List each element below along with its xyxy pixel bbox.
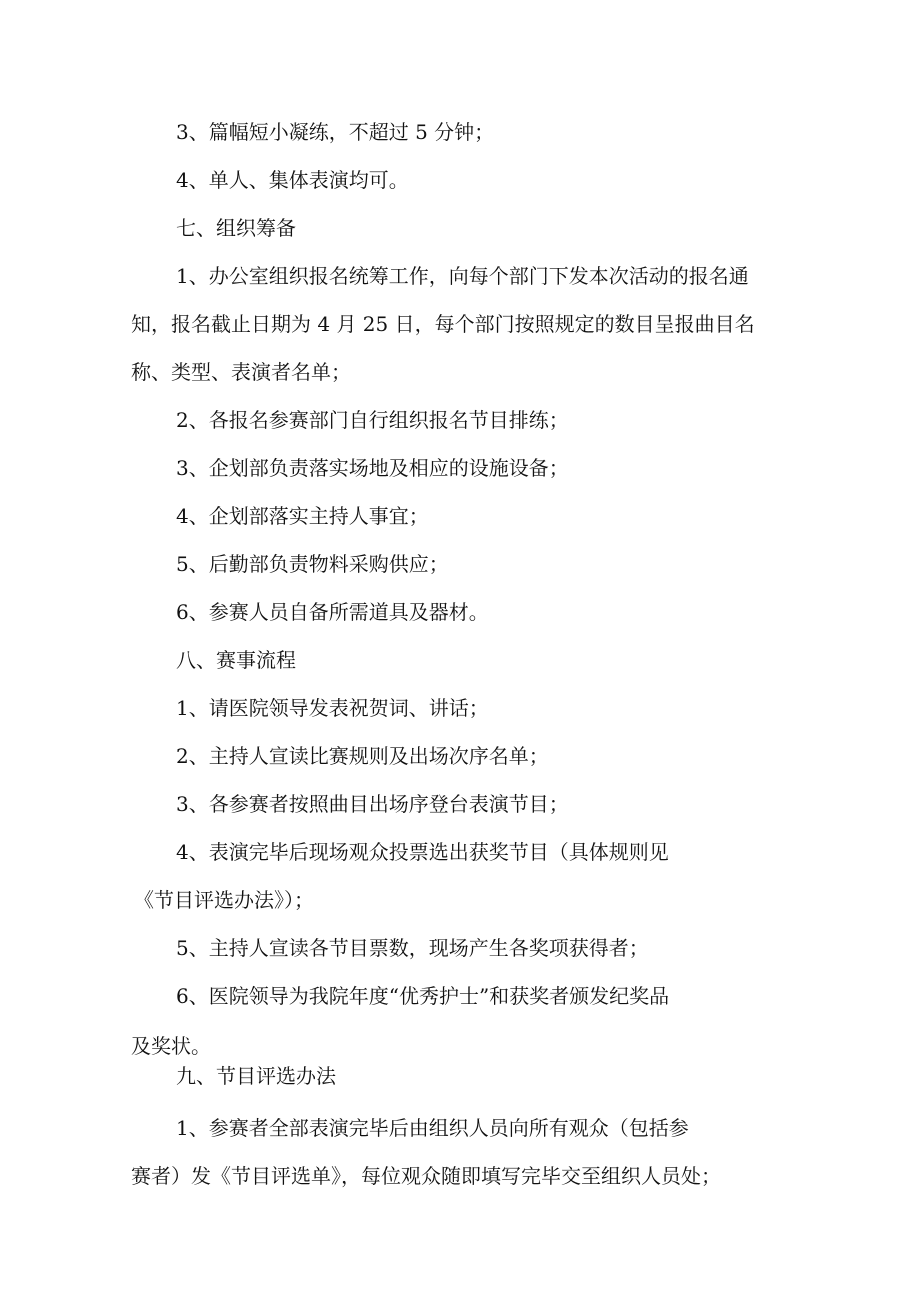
- text-line: 3、企划部负责落实场地及相应的设施设备；: [176, 456, 569, 480]
- text-line: 4、企划部落实主持人事宜；: [176, 504, 429, 528]
- text-line: 2、主持人宣读比赛规则及出场次序名单；: [176, 744, 549, 768]
- text-line: 及奖状。: [131, 1034, 211, 1058]
- text-line: 1、请医院领导发表祝贺词、讲话；: [176, 696, 489, 720]
- text-line: 4、单人、集体表演均可。: [176, 168, 409, 192]
- text-line: 《节目评选办法》）；: [134, 888, 314, 912]
- section-heading: 九、节目评选办法: [176, 1064, 336, 1088]
- section-heading: 七、组织筹备: [176, 216, 296, 240]
- text-line: 3、各参赛者按照曲目出场序登台表演节目；: [176, 792, 569, 816]
- text-line: 4、表演完毕后现场观众投票选出获奖节目（具体规则见: [176, 840, 669, 864]
- text-line: 1、办公室组织报名统筹工作，向每个部门下发本次活动的报名通: [176, 264, 749, 288]
- text-line: 称、类型、表演者名单；: [131, 360, 351, 384]
- text-line: 2、各报名参赛部门自行组织报名节目排练；: [176, 408, 569, 432]
- text-line: 赛者）发《节目评选单》，每位观众随即填写完毕交至组织人员处；: [131, 1164, 721, 1188]
- section-heading: 八、赛事流程: [176, 648, 296, 672]
- text-line: 3、篇幅短小凝练，不超过 5 分钟；: [176, 120, 495, 144]
- text-line: 1、参赛者全部表演完毕后由组织人员向所有观众（包括参: [176, 1116, 689, 1140]
- text-line: 6、参赛人员自备所需道具及器材。: [176, 600, 489, 624]
- text-line: 6、医院领导为我院年度“优秀护士”和获奖者颁发纪奖品: [176, 984, 670, 1008]
- text-line: 5、主持人宣读各节目票数，现场产生各奖项获得者；: [176, 936, 649, 960]
- text-line: 知，报名截止日期为 4 月 25 日，每个部门按照规定的数目呈报曲目名: [131, 312, 755, 336]
- text-line: 5、后勤部负责物料采购供应；: [176, 552, 449, 576]
